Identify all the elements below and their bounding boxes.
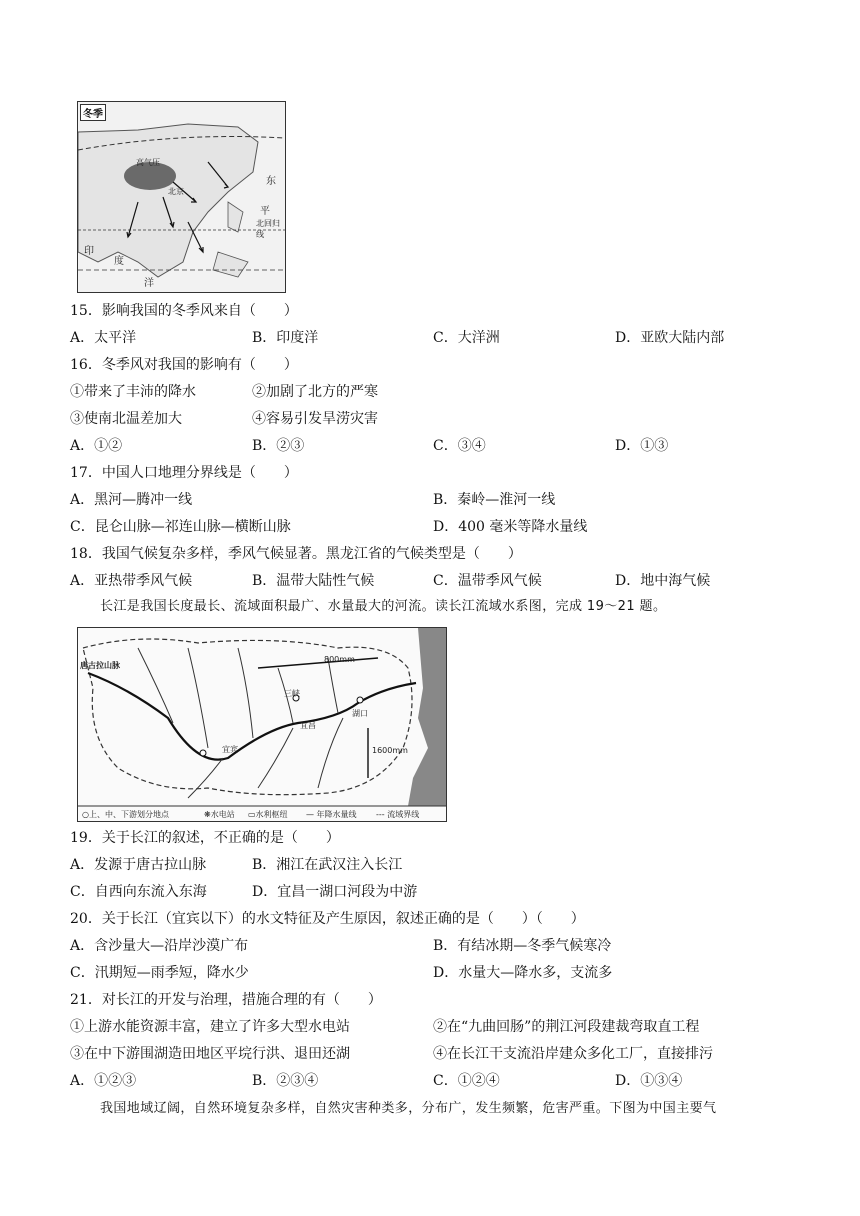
q21-stem: 21．对长江的开发与治理，措施合理的有（ ） [70,992,382,1008]
q21-option-b[interactable]: B．②③④ [252,1073,319,1089]
q17-option-a[interactable]: A．黑河—腾冲一线 [70,492,193,508]
q20-option-b[interactable]: B．有结冰期—冬季气候寒冷 [433,938,612,954]
q18-option-b[interactable]: B．温带大陆性气候 [252,573,375,589]
q16-item-2: ②加剧了北方的严寒 [252,384,378,400]
q18-stem: 18．我国气候复杂多样，季风气候显著。黑龙江省的气候类型是（ ） [70,546,522,562]
q16-item-3: ③使南北温差加大 [70,411,182,427]
q20-stem: 20．关于长江（宜宾以下）的水文特征及产生原因，叙述正确的是（ ）（ ） [70,911,585,927]
hukou-label: 湖口 [352,709,368,718]
q21-item-2: ②在“九曲回肠”的荆江河段建裁弯取直工程 [433,1019,700,1035]
tropic-label: 北回归线 [256,219,280,239]
legend-precipitation-line: — 年降水量线 [306,810,357,819]
q19-option-a[interactable]: A．发源于唐古拉山脉 [70,857,207,873]
ocean-fragment-1-label: 度 [114,256,124,267]
q15-option-b[interactable]: B．印度洋 [252,330,319,346]
legend-basin-boundary: --- 流域界线 [376,810,420,819]
q16-stem: 16．冬季风对我国的影响有（ ） [70,357,298,373]
q16-option-d[interactable]: D．①③ [615,438,669,454]
season-label: 冬季 [80,104,106,121]
q17-option-b[interactable]: B．秦岭—淮河一线 [433,492,556,508]
q21-item-1: ①上游水能资源丰富，建立了许多大型水电站 [70,1019,350,1035]
q15-stem: 15．影响我国的冬季风来自（ ） [70,303,298,319]
q18-option-c[interactable]: C．温带季风气候 [433,573,542,589]
q16-item-1: ①带来了丰沛的降水 [70,384,196,400]
beijing-label: 北京 [168,187,184,196]
q18-option-a[interactable]: A．亚热带季风气候 [70,573,193,589]
q20-option-a[interactable]: A．含沙量大—沿岸沙漠广布 [70,938,249,954]
disaster-intro: 我国地域辽阔，自然环境复杂多样，自然灾害种类多，分布广，发生频繁，危害严重。下图为中国主要气 [100,1101,717,1116]
mm800-label: 800mm [324,655,355,664]
q17-option-d[interactable]: D．400 毫米等降水量线 [433,519,588,535]
q19-option-b[interactable]: B．湘江在武汉注入长江 [252,857,403,873]
legend-hydropower: ❋水电站 [204,810,235,819]
yangtze-basin-map [77,627,447,822]
q19-option-d[interactable]: D．宜昌一湖口河段为中游 [252,884,418,900]
q18-option-d[interactable]: D．地中海气候 [615,573,711,589]
pacific-fragment-label: 平 [260,206,270,217]
sanxia-label: 三峡 [284,689,300,698]
legend-division-point: ○上、中、下游划分地点 [82,810,169,819]
legend-water-project: ▭水利枢纽 [248,810,288,819]
q21-item-4: ④在长江干支流沿岸建众多化工厂，直接排污 [433,1046,713,1062]
q21-option-a[interactable]: A．①②③ [70,1073,137,1089]
mm1600-label: 1600mm [372,746,408,755]
yangtze-intro: 长江是我国长度最长、流域面积最广、水量最大的河流。读长江流域水系图，完成 19～21 题。 [100,599,667,614]
map2-legend [78,808,446,821]
q17-stem: 17．中国人口地理分界线是（ ） [70,465,298,481]
q16-item-4: ④容易引发旱涝灾害 [252,411,378,427]
q21-option-d[interactable]: D．①③④ [615,1073,683,1089]
ocean-fragment-2-label: 洋 [144,278,154,289]
q16-option-c[interactable]: C．③④ [433,438,486,454]
q17-option-c[interactable]: C．昆仑山脉—祁连山脉—横断山脉 [70,519,291,535]
tanggula-label: 唐古拉山脉 [80,661,120,670]
q21-option-c[interactable]: C．①②④ [433,1073,500,1089]
q15-option-c[interactable]: C．大洋洲 [433,330,500,346]
q19-option-c[interactable]: C．自西向东流入东海 [70,884,207,900]
q20-option-d[interactable]: D．水量大—降水多，支流多 [433,965,613,981]
yichang-label: 宜昌 [300,721,316,730]
winter-monsoon-map [77,101,286,293]
q16-option-a[interactable]: A．①② [70,438,123,454]
q15-option-a[interactable]: A．太平洋 [70,330,137,346]
high-pressure-label: 高气压 [136,158,160,167]
yangtze-map-graphic [78,628,446,821]
east-label: 东 [266,176,276,187]
q16-option-b[interactable]: B．②③ [252,438,305,454]
winter-map-graphic [78,102,285,292]
india-fragment-label: 印 [84,246,94,257]
q19-stem: 19．关于长江的叙述，不正确的是（ ） [70,830,340,846]
yibin-label: 宜宾 [222,745,238,754]
q21-item-3: ③在中下游围湖造田地区平垸行洪、退田还湖 [70,1046,350,1062]
q15-option-d[interactable]: D．亚欧大陆内部 [615,330,725,346]
q20-option-c[interactable]: C．汛期短—雨季短，降水少 [70,965,249,981]
